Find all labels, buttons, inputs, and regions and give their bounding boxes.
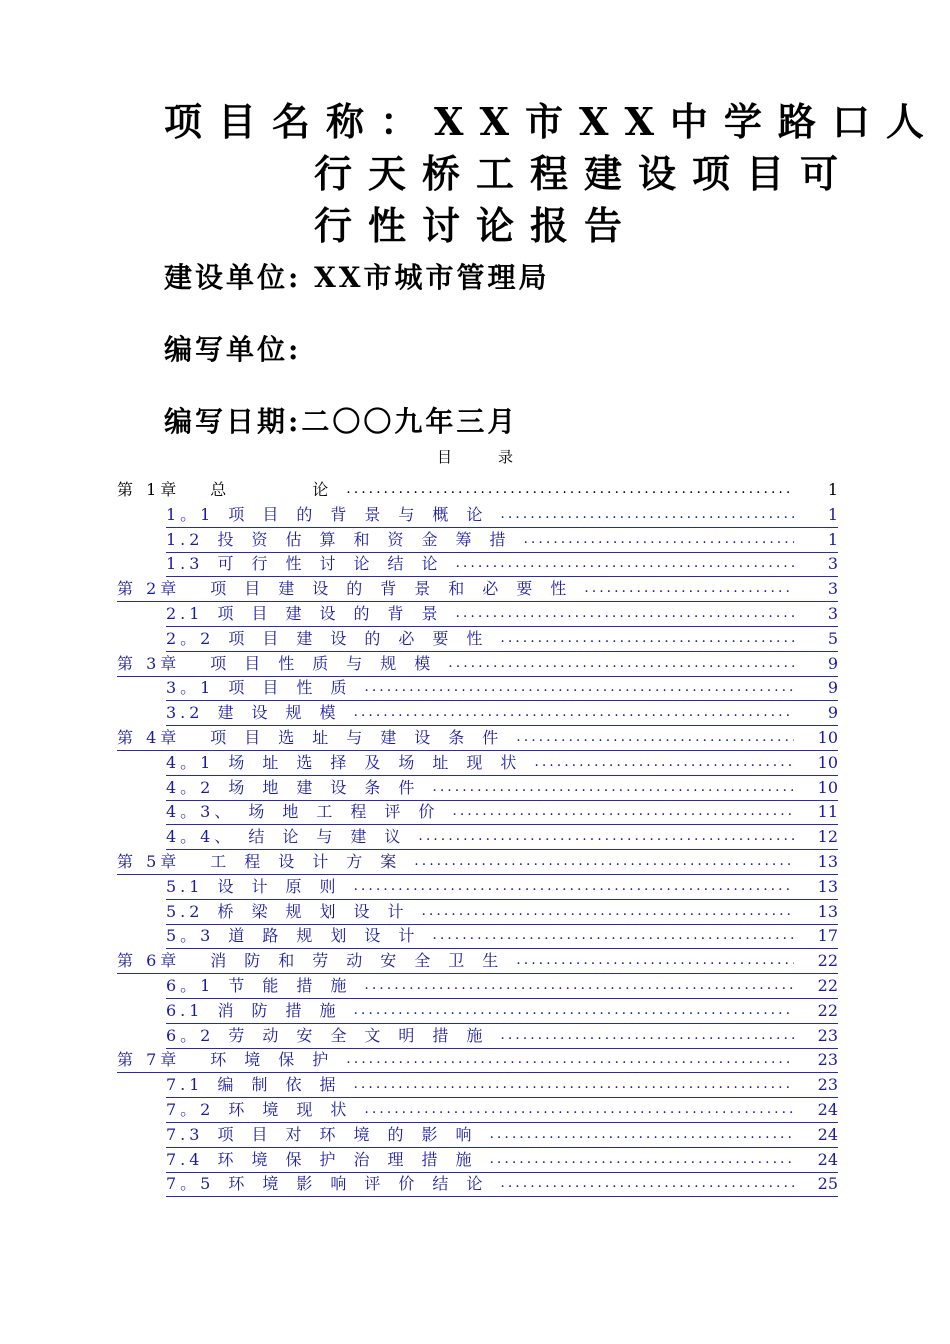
toc-entry-page: 13 (817, 901, 838, 921)
toc-entry-number: 第 5章 (117, 852, 181, 871)
toc-entry-page: 24 (817, 1149, 838, 1169)
toc-entry-title: 场地建设条件 (228, 777, 433, 797)
toc-entry-number: 4。1 (166, 752, 215, 772)
toc-entry-number: 第 7章 (117, 1050, 181, 1070)
toc-entry-page: 13 (817, 876, 838, 896)
toc-entry-title: 可行性讨论结论 (217, 554, 456, 574)
toc-entry-page: 13 (817, 852, 838, 871)
toc-entry-number: 4。2 (166, 777, 215, 797)
toc-leader-dots (353, 998, 794, 1023)
toc-leader-dots (346, 1047, 794, 1072)
toc-leader-dots (523, 527, 794, 552)
toc-entry-number: 3.2 (166, 703, 204, 723)
toc-leader-dots (500, 626, 794, 651)
toc-entry-page: 9 (827, 653, 838, 673)
toc-entry[interactable] (166, 601, 838, 627)
toc-entry-page: 5 (827, 628, 838, 648)
toc-entry-title: 项目对环境的影响 (217, 1124, 490, 1144)
toc-leader-dots (500, 1171, 794, 1196)
toc-leader-dots (534, 750, 794, 775)
toc-entry-page: 24 (817, 1100, 838, 1119)
toc-entry-page: 22 (817, 1000, 838, 1020)
toc-entry-title: 项目的背景与概论 (228, 504, 501, 524)
toc-leader-dots (432, 775, 794, 800)
toc-entry-title: 道路规划设计 (228, 926, 433, 946)
toc-entry-title: 投资估算和资金筹措 (217, 529, 524, 549)
toc-leader-dots (448, 651, 794, 676)
toc-entry-title: 消防措施 (217, 1000, 354, 1020)
toc-entry[interactable] (166, 502, 838, 528)
toc-entry-page: 25 (817, 1174, 838, 1194)
toc-entry-page: 9 (827, 678, 838, 698)
toc-entry-number: 第 3章 (117, 653, 181, 673)
toc-entry-page: 1 (827, 504, 838, 524)
toc-entry[interactable] (117, 651, 838, 677)
toc-entry[interactable] (166, 750, 838, 776)
toc-entry[interactable] (166, 675, 838, 701)
toc-entry-title: 总 论 (210, 480, 347, 499)
toc-entry[interactable] (117, 725, 838, 751)
toc-entry-title: 建设规模 (217, 703, 354, 723)
toc-entry-title: 结论与建议 (248, 827, 419, 847)
toc-entry-title: 环境保护 (210, 1050, 347, 1070)
toc-entry[interactable] (166, 824, 838, 850)
toc-entry-title: 环境影响评价结论 (228, 1174, 501, 1194)
toc-entry-page: 10 (817, 777, 838, 797)
toc-entry-page: 3 (827, 579, 838, 599)
toc-entry-number: 2。2 (166, 628, 215, 648)
toc-entry-title: 编制依据 (217, 1075, 354, 1095)
toc-entry-title: 桥梁规划设计 (217, 901, 422, 921)
toc-leader-dots (500, 502, 794, 527)
toc-entry-number: 1.2 (166, 529, 204, 549)
toc-entry[interactable] (117, 948, 838, 974)
toc-entry-page: 10 (817, 752, 838, 772)
toc-leader-dots (364, 973, 794, 998)
title-line-2: 行天桥工程建设项目可 (314, 151, 855, 196)
toc-entry[interactable] (166, 1171, 838, 1197)
toc-entry (117, 477, 838, 502)
title-line-1: 项目名称：XX市XX中学路口人 (164, 99, 940, 144)
toc-entry-number: 7.4 (166, 1149, 204, 1169)
toc-entry-page: 3 (827, 604, 838, 623)
toc-leader-dots (418, 824, 794, 849)
toc-entry-page: 1 (827, 480, 838, 499)
toc-leader-dots (489, 1122, 794, 1147)
toc-entry[interactable] (166, 1072, 838, 1098)
toc-entry-number: 6。2 (166, 1025, 215, 1045)
toc-entry[interactable] (166, 527, 838, 553)
toc-entry-title: 项目建设的必要性 (228, 628, 501, 648)
toc-entry-number: 第 6章 (117, 951, 181, 971)
toc-leader-dots (516, 725, 794, 750)
toc-entry-page: 9 (827, 703, 838, 723)
toc-leader-dots (353, 874, 794, 899)
toc-entry-title: 场址选择及场址现状 (228, 752, 535, 772)
toc-leader-dots (421, 899, 794, 924)
toc-entry-title: 项目性质 (228, 678, 365, 698)
toc-leader-dots (455, 551, 794, 576)
toc-entry-title: 环境现状 (228, 1100, 365, 1119)
toc-leader-dots (364, 675, 794, 700)
toc-entry-page: 22 (817, 951, 838, 971)
toc-entry-number: 第 2章 (117, 579, 181, 599)
toc-entry[interactable] (166, 799, 838, 825)
toc-entry-page: 12 (817, 827, 838, 847)
toc-entry-number: 5.1 (166, 876, 204, 896)
toc-entry-number: 7.1 (166, 1075, 204, 1095)
toc-entry-page: 1 (827, 529, 838, 549)
toc-entry-page: 22 (817, 976, 838, 995)
toc-entry-number: 7.3 (166, 1124, 204, 1144)
toc-entry-number: 1.3 (166, 554, 204, 574)
toc-entry-number: 7。5 (166, 1174, 215, 1194)
toc-entry-number: 4。3、 (166, 802, 235, 822)
toc-entry-page: 23 (817, 1075, 838, 1095)
toc-entry[interactable] (166, 923, 838, 949)
toc-entry[interactable] (166, 551, 838, 577)
toc-entry[interactable] (166, 874, 838, 900)
toc-leader-dots (489, 1147, 794, 1172)
toc-entry-title: 节能措施 (228, 976, 365, 995)
toc-entry[interactable] (166, 973, 838, 999)
toc-entry[interactable] (166, 626, 838, 652)
toc-entry[interactable] (166, 998, 838, 1024)
toc-entry-number: 第 1章 (117, 480, 181, 499)
toc-entry-title: 项目建设的背景 (217, 604, 456, 623)
builder-line: 建设单位: XX市城市管理局 (164, 261, 550, 294)
toc-leader-dots (584, 576, 794, 601)
toc-entry-number: 6.1 (166, 1000, 204, 1020)
title-line-3: 行性讨论报告 (314, 203, 639, 248)
toc-entry-number: 2.1 (166, 604, 204, 623)
toc-heading: 目录 (436, 448, 559, 466)
toc-entry-title: 劳动安全文明措施 (228, 1025, 501, 1045)
toc-entry[interactable] (166, 775, 838, 801)
toc-entry-number: 5。3 (166, 926, 215, 946)
toc-entry-number: 7。2 (166, 1100, 215, 1119)
toc-leader-dots (353, 700, 794, 725)
toc-entry-title: 项目建设的背景和必要性 (210, 579, 585, 599)
toc-entry-number: 6。1 (166, 976, 215, 995)
toc-leader-dots (452, 799, 794, 824)
toc-entry-page: 23 (817, 1050, 838, 1070)
writer-line: 编写单位: (164, 333, 302, 366)
toc-entry[interactable] (166, 1023, 838, 1049)
toc-entry-title: 环境保护治理措施 (217, 1149, 490, 1169)
toc-entry-page: 17 (817, 926, 838, 946)
toc-entry[interactable] (166, 1122, 838, 1148)
toc-entry-title: 场地工程评价 (248, 802, 453, 822)
toc-leader-dots (346, 477, 794, 502)
toc-entry[interactable] (117, 849, 838, 875)
toc-leader-dots (455, 601, 794, 626)
toc-entry-title: 工程设计方案 (210, 852, 415, 871)
toc-entry-page: 24 (817, 1124, 838, 1144)
toc-entry-number: 1。1 (166, 504, 215, 524)
toc-entry[interactable] (166, 1147, 838, 1173)
toc-entry-title: 项目选址与建设条件 (210, 728, 517, 747)
toc-leader-dots (414, 849, 794, 874)
toc-leader-dots (364, 1097, 794, 1122)
toc-entry-page: 3 (827, 554, 838, 574)
toc-leader-dots (500, 1023, 794, 1048)
toc-entry-page: 23 (817, 1025, 838, 1045)
toc-entry-number: 3。1 (166, 678, 215, 698)
toc-leader-dots (432, 923, 794, 948)
toc-entry[interactable] (166, 700, 838, 726)
toc-leader-dots (516, 948, 794, 973)
date-line: 编写日期:二〇〇九年三月 (164, 405, 519, 438)
toc-entry-number: 5.2 (166, 901, 204, 921)
toc-entry[interactable] (166, 1097, 838, 1123)
toc-entry-number: 第 4章 (117, 728, 181, 747)
toc-entry-title: 项目性质与规模 (210, 653, 449, 673)
toc-entry[interactable] (166, 899, 838, 925)
toc-entry[interactable] (117, 1047, 838, 1073)
toc-entry-number: 4。4、 (166, 827, 235, 847)
toc-entry-title: 消防和劳动安全卫生 (210, 951, 517, 971)
document-title (164, 96, 940, 252)
toc-entry-title: 设计原则 (217, 876, 354, 896)
toc-entry-page: 10 (817, 728, 838, 747)
toc-leader-dots (353, 1072, 794, 1097)
toc-entry[interactable] (117, 576, 838, 602)
toc-entry-page: 11 (817, 802, 838, 822)
